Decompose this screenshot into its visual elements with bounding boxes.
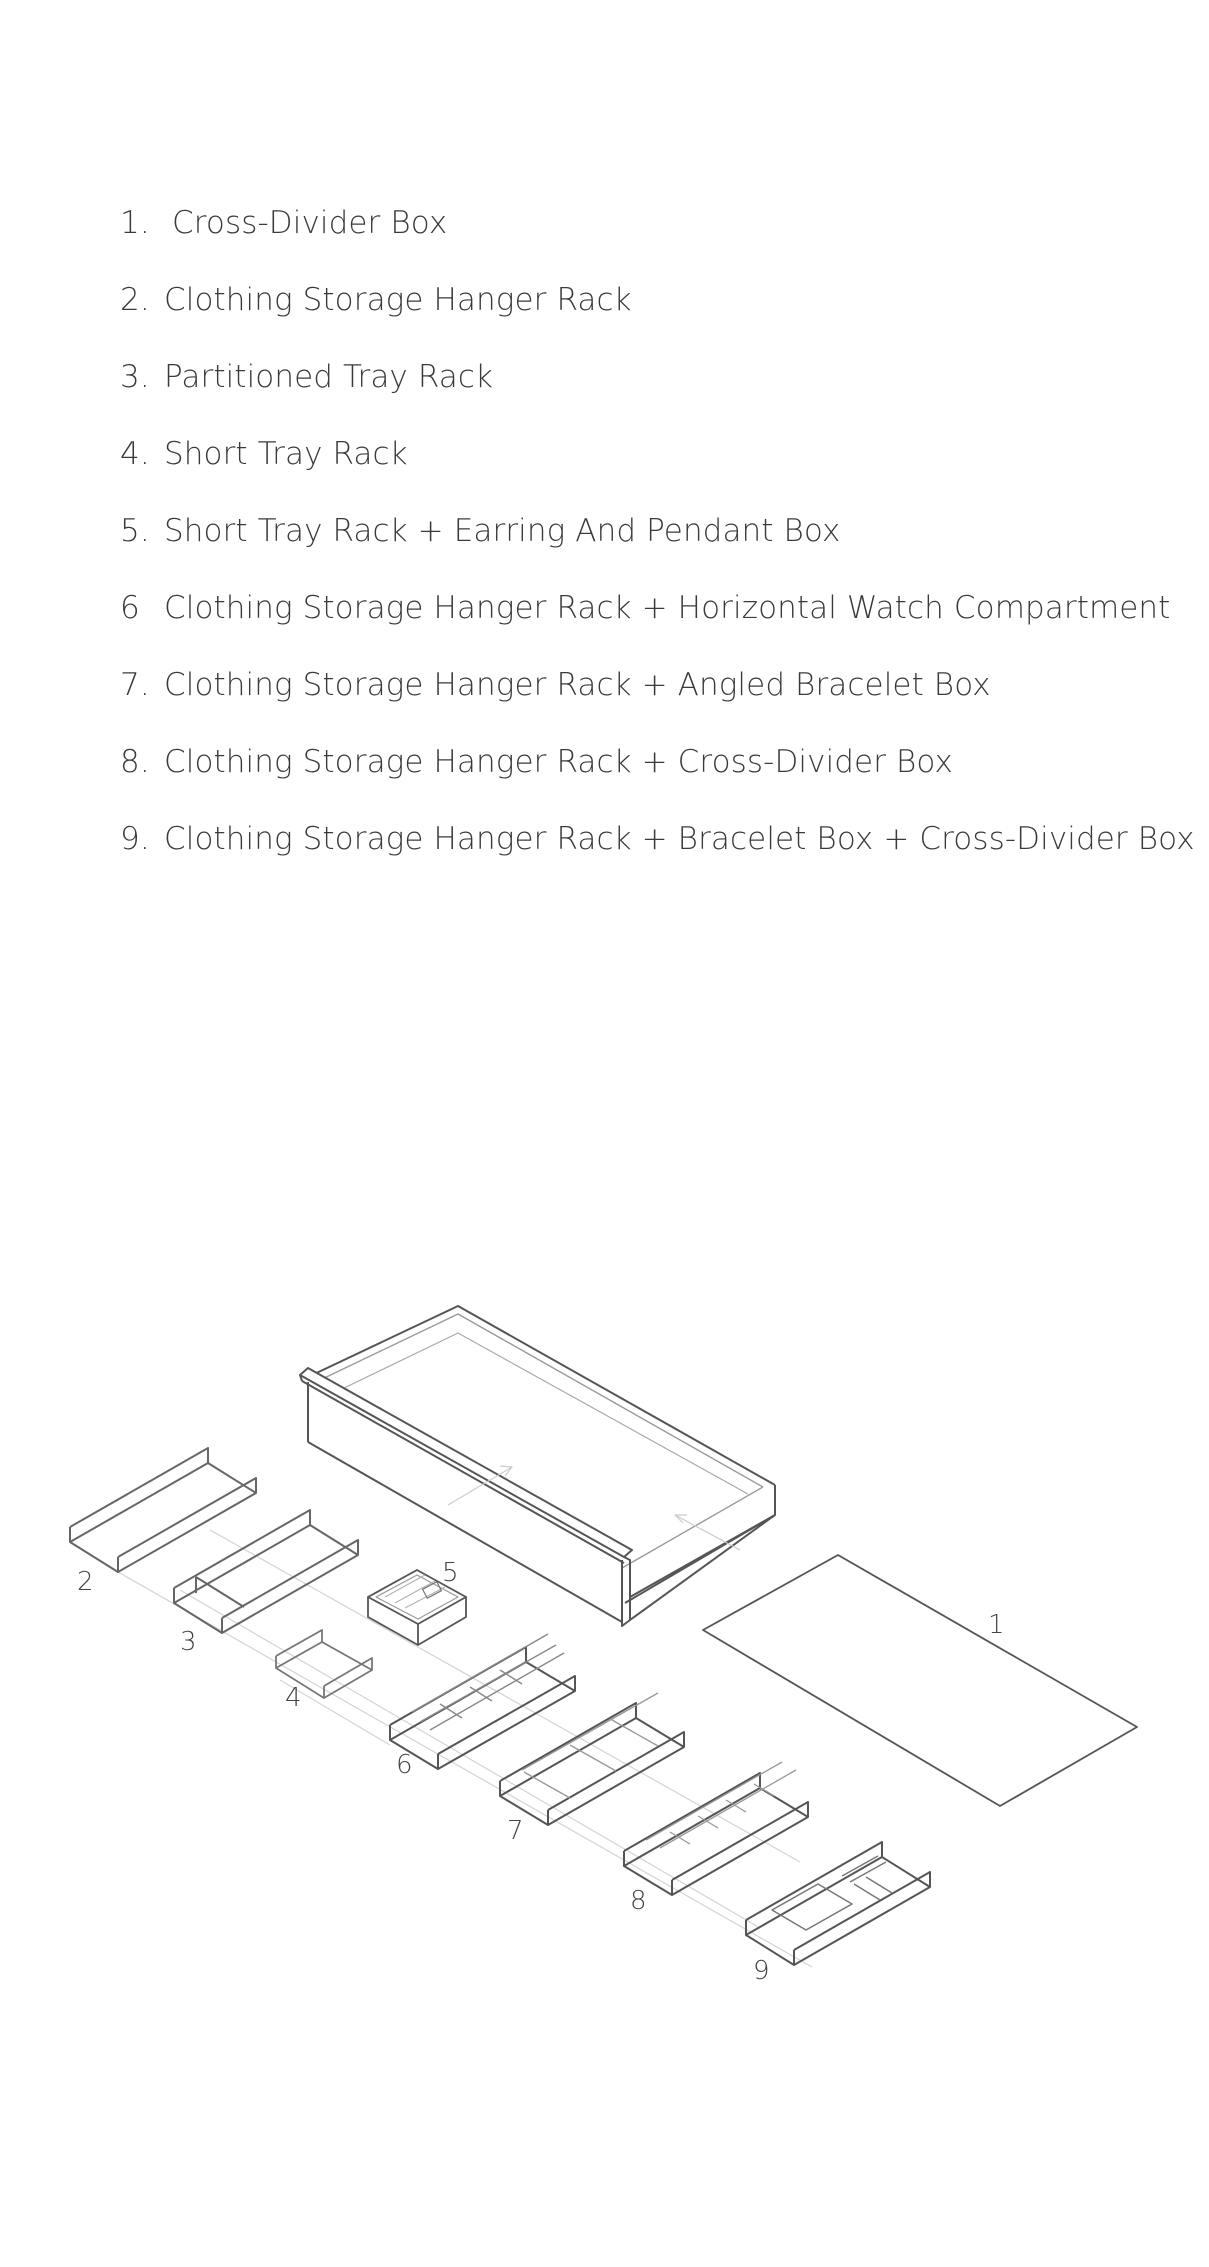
legend-number: 3.: [120, 359, 150, 395]
item-6-watch-compartment-rack: [390, 1634, 575, 1769]
legend-number: 2.: [120, 282, 150, 318]
callout-1: 1: [988, 1610, 1005, 1640]
drawer-main-body: [300, 1306, 775, 1626]
component-legend-list: [120, 204, 1195, 897]
item-3-partitioned-tray-rack: [174, 1510, 358, 1633]
exploded-drawer-diagram: [0, 1280, 1209, 2020]
legend-item-6: [120, 589, 1195, 666]
legend-number: 1.: [120, 205, 150, 241]
legend-number: 5.: [120, 513, 150, 549]
legend-label: Clothing Storage Hanger Rack: [164, 282, 632, 318]
callout-7: 7: [507, 1816, 524, 1846]
legend-item-4: [120, 435, 1195, 512]
legend-number: 4.: [120, 436, 150, 472]
legend-label: Clothing Storage Hanger Rack + Horizontal Watch Compartment: [164, 590, 1171, 626]
legend-item-1: [120, 204, 1195, 281]
callout-6: 6: [396, 1750, 413, 1780]
item-2-hanger-rack: [70, 1448, 256, 1572]
legend-number: 8.: [120, 744, 150, 780]
legend-label: Clothing Storage Hanger Rack + Bracelet Box + Cross-Divider Box: [164, 821, 1195, 857]
item-1-cross-divider-panel: [703, 1555, 1137, 1806]
legend-number: 9.: [120, 821, 150, 857]
item-9-combo-rack: [746, 1842, 930, 1965]
legend-label: Clothing Storage Hanger Rack + Cross-Divider Box: [164, 744, 953, 780]
legend-label: Partitioned Tray Rack: [164, 359, 494, 395]
legend-item-7: [120, 666, 1195, 743]
callout-8: 8: [630, 1886, 647, 1916]
legend-item-5: [120, 512, 1195, 589]
legend-label: Clothing Storage Hanger Rack + Angled Bracelet Box: [164, 667, 991, 703]
legend-number: 7.: [120, 667, 150, 703]
legend-number: 6: [120, 590, 140, 626]
legend-item-8: [120, 743, 1195, 820]
callout-3: 3: [180, 1627, 197, 1657]
legend-item-3: [120, 358, 1195, 435]
legend-item-2: [120, 281, 1195, 358]
exploded-drawer-svg: [0, 1280, 1209, 2020]
callout-2: 2: [77, 1567, 94, 1597]
callout-5: 5: [442, 1558, 459, 1588]
callout-4: 4: [285, 1683, 302, 1713]
legend-label: Short Tray Rack: [164, 436, 408, 472]
legend-label: Short Tray Rack + Earring And Pendant Box: [164, 513, 841, 549]
legend-item-9: [120, 820, 1195, 897]
legend-label: Cross-Divider Box: [172, 205, 448, 241]
callout-9: 9: [753, 1956, 770, 1986]
